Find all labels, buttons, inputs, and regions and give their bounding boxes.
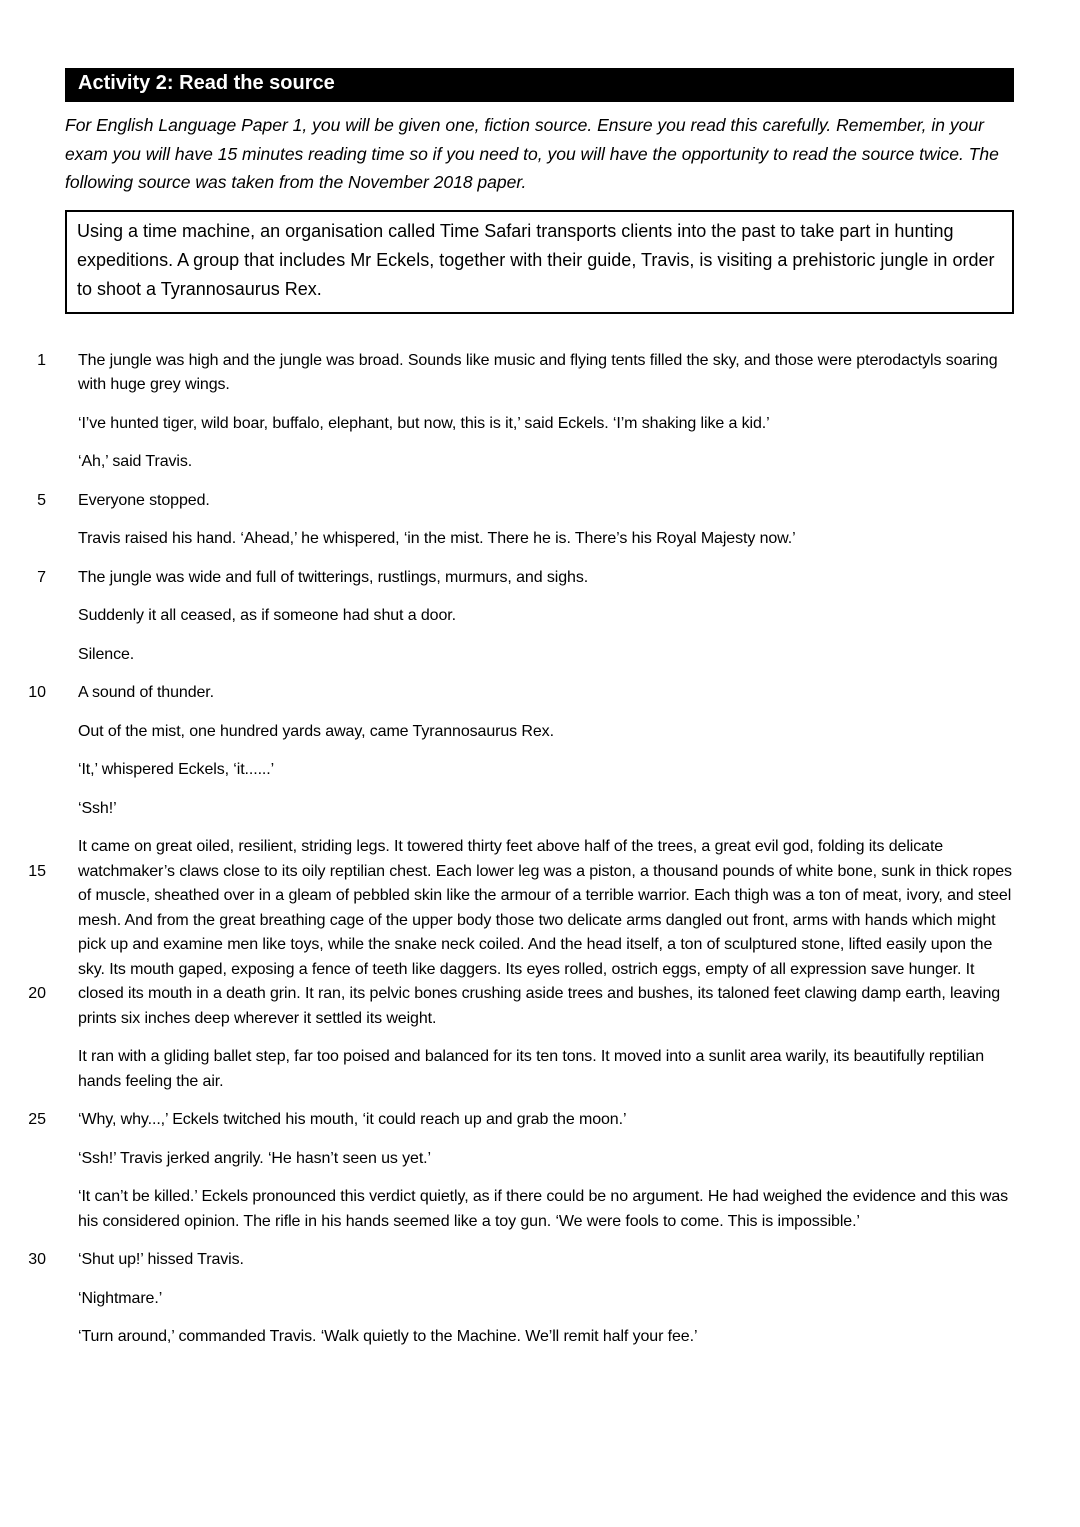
source-paragraph — [28, 1248, 1014, 1273]
line-number-gutter — [28, 835, 78, 1031]
source-paragraph — [28, 604, 1014, 629]
source-paragraph — [28, 758, 1014, 783]
source-paragraph — [28, 1045, 1014, 1094]
paragraph-text: It ran with a gliding ballet step, far too poised and balanced for its ten tons. It moved into a sunlit area warily, its beautifully reptilian hands feeling the air. — [78, 1048, 985, 1090]
source-paragraph — [28, 527, 1014, 552]
source-paragraph — [28, 720, 1014, 745]
source-paragraph — [28, 797, 1014, 822]
context-text: Using a time machine, an organisation called Time Safari transports clients into the past to take part in hunting expeditions. A group that includes Mr Eckels, together with their guide, Travis, is visiting a prehistoric jungle in order to shoot a Tyrannosaurus Rex. — [77, 220, 995, 299]
line-number-gutter — [28, 1185, 78, 1234]
line-number-gutter — [28, 758, 78, 783]
paragraph-text: ‘It,’ whispered Eckels, ‘it......’ — [78, 761, 275, 778]
source-paragraph — [28, 566, 1014, 591]
line-number-gutter — [28, 604, 78, 629]
paragraph-text: Silence. — [78, 645, 135, 663]
source-paragraph — [28, 643, 1014, 668]
line-number: 1 — [37, 351, 46, 369]
source-paragraph — [28, 1287, 1014, 1312]
paragraph-text: A sound of thunder. — [78, 684, 214, 701]
line-number: 7 — [37, 568, 46, 586]
context-box — [65, 210, 1014, 314]
line-number-gutter — [28, 1108, 78, 1133]
line-number: 20 — [28, 985, 46, 1002]
line-number-gutter — [28, 450, 78, 475]
paragraph-text: Suddenly it all ceased, as if someone had shut a door. — [78, 607, 456, 624]
intro-text: For English Language Paper 1, you will be given one, fiction source. Ensure you read this carefully. Remember, in your exam you will have 15 minutes reading time so if you need to, you will have the opportunity to read the source twice. The following source was taken from the November 2018 paper. — [65, 115, 999, 192]
paragraph-text: ‘It can’t be killed.’ Eckels pronounced this verdict quietly, as if there could be no argument. He had weighed the evidence and this was his considered opinion. The rifle in his hands seemed like a toy gun. ‘We were fools to come. This is impossible.’ — [78, 1188, 1009, 1230]
paragraph-text: Out of the mist, one hundred yards away, came Tyrannosaurus Rex. — [78, 722, 554, 740]
paragraph-text: ‘Turn around,’ commanded Travis. ‘Walk quietly to the Machine. We’ll remit half your fee.’ — [78, 1328, 698, 1345]
source-paragraph — [28, 1108, 1014, 1133]
line-number-gutter — [28, 643, 78, 668]
line-number: 25 — [28, 1111, 46, 1128]
activity-title: Activity 2: Read the source — [78, 72, 335, 94]
line-number: 15 — [28, 862, 46, 880]
source-paragraph — [28, 835, 1014, 1031]
paragraph-text: Travis raised his hand. ‘Ahead,’ he whispered, ‘in the mist. There he is. There’s his Royal Majesty now.’ — [78, 530, 796, 547]
paragraph-text: It came on great oiled, resilient, striding legs. It towered thirty feet above half of the trees, a great evil god, folding its delicate watchmaker’s claws close to its oily reptilian chest. Each lower leg was a piston, a thousand pounds of white bone, sunk in thick ropes of muscle, sheathed over in a gleam of pebbled skin like the armour of a terrible warrior. Each thigh was a ton of meat, ivory, and steel mesh. And from the great breathing cage of the upper body those two delicate arms dangled out front, arms with hands which might pick up and examine men like toys, while the snake neck coiled. And the head itself, a ton of sculptured stone, lifted easily upon the sky. Its mouth gaped, exposing a fence of teeth like daggers. Its eyes rolled, ostrich eggs, empty of all expression save hunger. It closed its mouth in a death grin. It ran, its pelvic bones crushing aside trees and bushes, its taloned feet clawing damp earth, leaving prints six inches deep wherever it settled its weight. — [78, 838, 1012, 1027]
line-number-gutter — [28, 566, 78, 591]
paragraph-text: ‘Ssh!’ Travis jerked angrily. ‘He hasn’t seen us yet.’ — [78, 1149, 431, 1167]
source-paragraph — [28, 1185, 1014, 1234]
paragraph-text: Everyone stopped. — [78, 491, 210, 509]
line-number-gutter — [28, 527, 78, 552]
line-number-gutter — [28, 797, 78, 822]
source-paragraph — [28, 1325, 1014, 1350]
source-paragraph — [28, 412, 1014, 437]
line-number-gutter — [28, 1287, 78, 1312]
line-number-gutter — [28, 1147, 78, 1172]
line-number-gutter — [28, 412, 78, 437]
paragraph-text: The jungle was high and the jungle was broad. Sounds like music and flying tents filled the sky, and those were pterodactyls soaring with huge grey wings. — [78, 351, 998, 393]
line-number-gutter — [28, 1045, 78, 1094]
paragraph-text: The jungle was wide and full of twitterings, rustlings, murmurs, and sighs. — [78, 568, 589, 586]
line-number-gutter — [28, 349, 78, 398]
line-number-gutter — [28, 1248, 78, 1273]
line-number-gutter — [28, 1325, 78, 1350]
line-number: 10 — [28, 684, 46, 701]
paragraph-text: ‘Ssh!’ — [78, 799, 117, 817]
line-number-gutter — [28, 720, 78, 745]
source-paragraph — [28, 349, 1014, 398]
source-paragraph — [28, 1147, 1014, 1172]
source-paragraph — [28, 489, 1014, 514]
line-number-gutter — [28, 681, 78, 706]
source-paragraph — [28, 681, 1014, 706]
line-number-gutter — [28, 489, 78, 514]
activity-header — [65, 68, 1014, 102]
source-paragraph — [28, 450, 1014, 475]
paragraph-text: ‘Shut up!’ hissed Travis. — [78, 1251, 244, 1268]
paragraph-text: ‘I’ve hunted tiger, wild boar, buffalo, elephant, but now, this is it,’ said Eckels. ‘I’m shaking like a kid.’ — [78, 414, 770, 432]
line-number: 30 — [28, 1251, 46, 1268]
paragraph-text: ‘Ah,’ said Travis. — [78, 453, 193, 470]
line-number: 5 — [37, 491, 46, 509]
source-text — [28, 349, 1014, 1350]
paragraph-text: ‘Nightmare.’ — [78, 1289, 163, 1307]
paragraph-text: ‘Why, why...,’ Eckels twitched his mouth, ‘it could reach up and grab the moon.’ — [78, 1111, 627, 1128]
